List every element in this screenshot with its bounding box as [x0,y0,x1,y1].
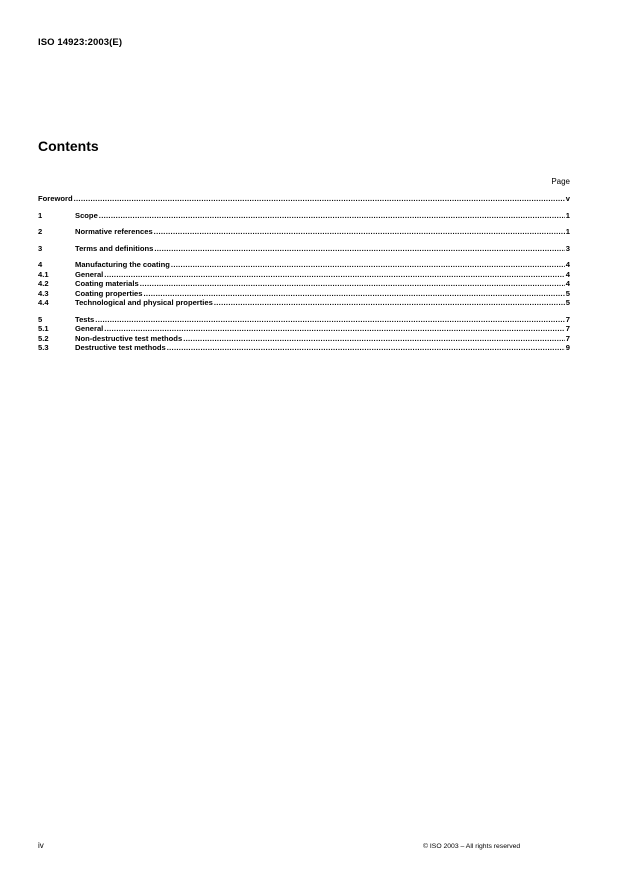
toc-leader-dots [154,227,565,237]
toc-leader-dots [154,244,564,254]
toc-entry-title: Tests [75,314,95,324]
toc-entry-title: Coating properties [75,288,143,298]
toc-entry-title: Technological and physical properties [75,298,213,307]
toc-entry-number: 5.2 [38,333,49,343]
toc-entry-number: 4.4 [38,298,49,307]
toc-entry[interactable] [38,298,570,308]
toc-entry-number: 3 [38,243,43,253]
toc-entry-page: 5 [565,288,570,298]
toc-entry[interactable] [38,270,570,280]
toc-leader-dots [183,334,565,344]
toc-leader-dots [144,289,565,299]
toc-entry-page: 1 [565,227,570,236]
toc-entry-page: 7 [565,333,570,343]
toc-entry-number: 4.3 [38,288,49,298]
toc-entry[interactable] [38,324,570,334]
toc-entry[interactable] [38,289,570,299]
toc-entry[interactable] [38,244,570,254]
footer-page-number: iv [38,841,44,850]
toc-entry-number: 4 [38,260,43,269]
toc-entry[interactable] [38,260,570,270]
toc-entry[interactable] [38,211,570,221]
toc-entry-number: 5 [38,314,43,324]
toc-entry-title: Scope [75,210,98,220]
toc-entry-number: 4.1 [38,269,49,279]
toc-leader-dots [104,270,564,280]
toc-entry-number: 4.2 [38,279,49,288]
toc-entry-page: 4 [565,279,570,288]
toc-entry-title: Normative references [75,227,153,236]
toc-leader-dots [214,298,565,308]
toc-entry-title: Manufacturing the coating [75,260,170,269]
toc-entry[interactable] [38,194,570,204]
toc-entry-page: 4 [565,260,570,269]
toc-entry-number: 5.3 [38,343,49,352]
toc-entry-page: 3 [565,243,570,253]
toc-entry[interactable] [38,315,570,325]
toc-entry-number: 2 [38,227,43,236]
contents-heading: Contents [38,138,99,154]
toc-entry-page: 9 [565,343,570,352]
toc-leader-dots [171,260,565,270]
toc-entry-title: General [75,324,104,333]
table-of-contents [38,194,570,353]
footer-copyright: © ISO 2003 – All rights reserved [423,843,521,850]
toc-entry-number: 5.1 [38,324,49,333]
toc-entry-title: Terms and definitions [75,243,154,253]
toc-entry-title: General [75,269,104,279]
toc-entry[interactable] [38,227,570,237]
toc-entry-title: Foreword [38,194,73,203]
toc-entry-title: Non-destructive test methods [75,333,183,343]
toc-entry-page: 7 [565,324,570,333]
toc-entry-page: 1 [565,210,570,220]
toc-leader-dots [140,279,565,289]
toc-entry-page: 7 [565,314,570,324]
toc-entry-title: Coating materials [75,279,139,288]
toc-entry[interactable] [38,279,570,289]
toc-leader-dots [95,315,564,325]
toc-entry-page: 4 [565,269,570,279]
toc-entry[interactable] [38,343,570,353]
toc-leader-dots [99,211,565,221]
toc-leader-dots [74,194,565,204]
toc-entry-page: 5 [565,298,570,307]
toc-entry-title: Destructive test methods [75,343,166,352]
toc-leader-dots [167,343,565,353]
toc-entry-page: v [565,194,570,203]
document-id: ISO 14923:2003(E) [38,37,123,48]
toc-entry[interactable] [38,334,570,344]
page-column-label: Page [551,177,570,186]
toc-entry-number: 1 [38,210,43,220]
toc-leader-dots [104,324,564,334]
